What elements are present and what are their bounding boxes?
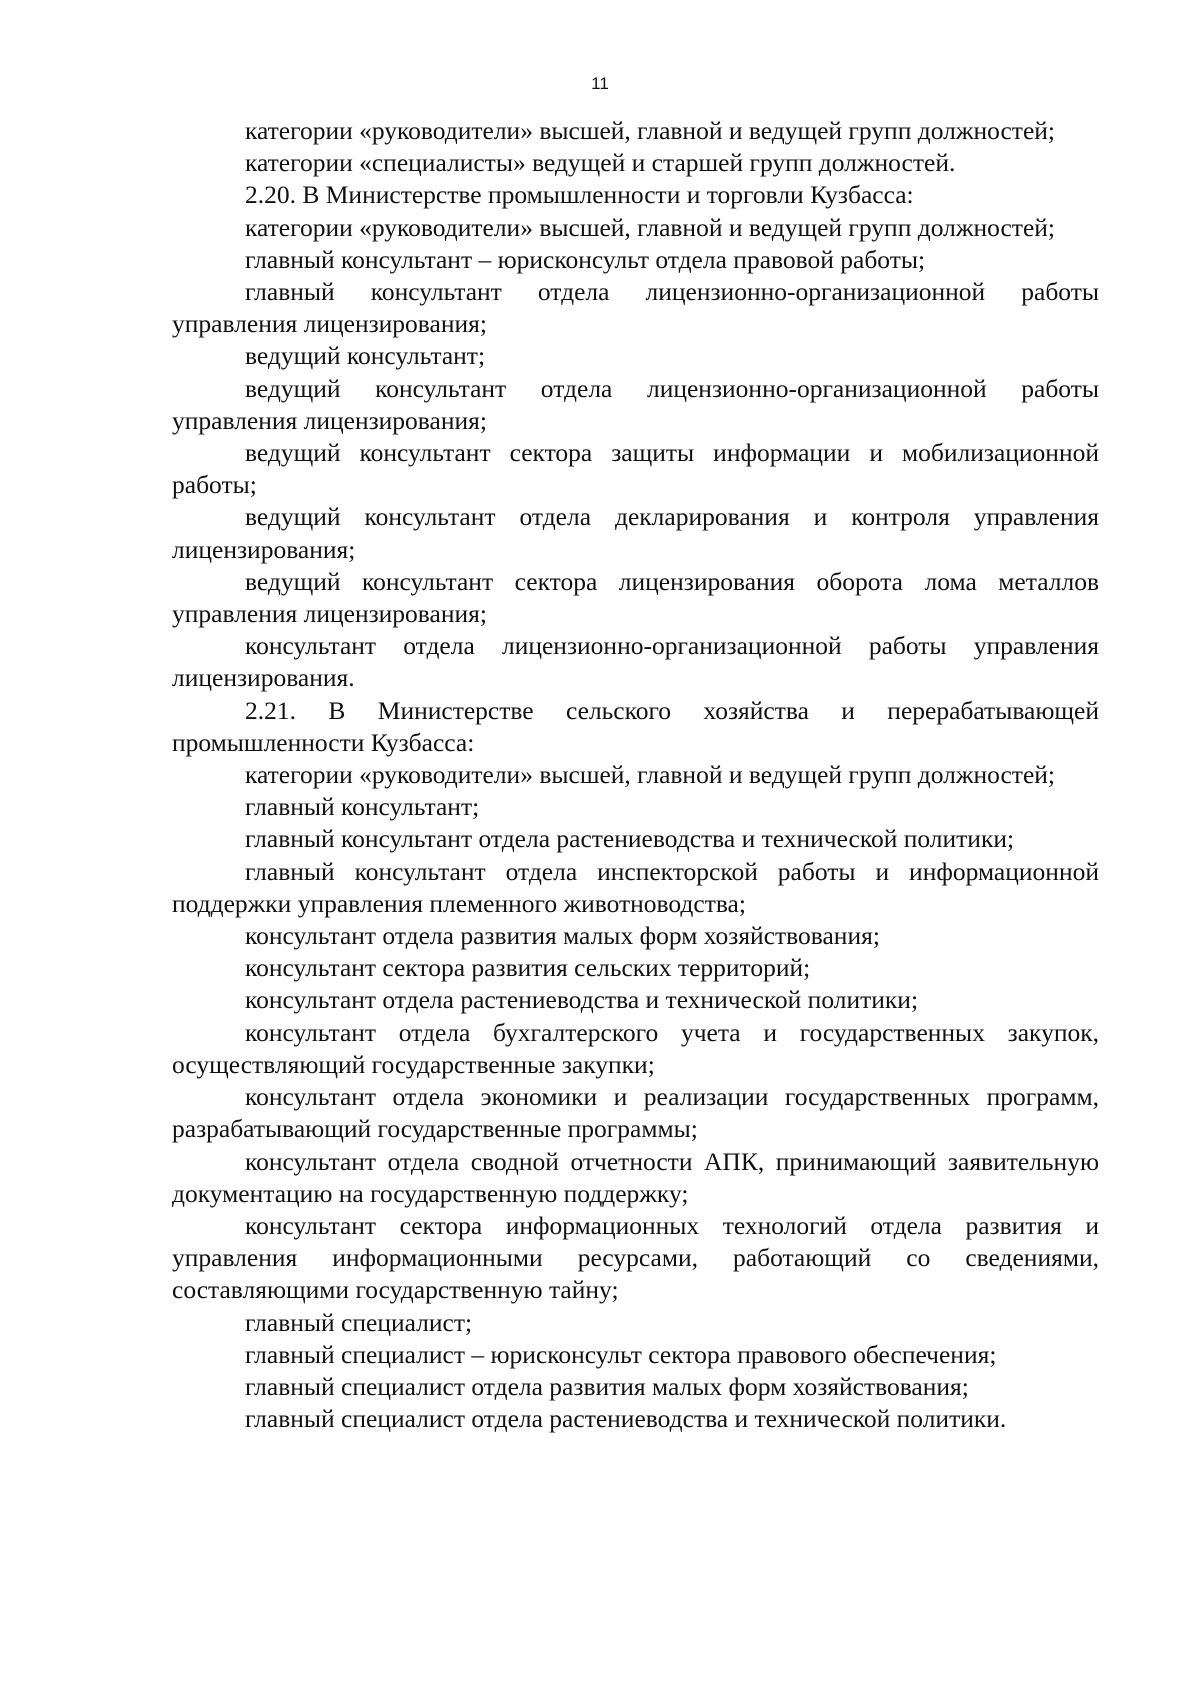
- paragraph: главный специалист отдела развития малых форм хозяйствования;: [245, 1371, 969, 1401]
- paragraph: главный специалист – юрисконсульт сектора правового обеспечения;: [245, 1339, 997, 1369]
- document-body: [172, 115, 1099, 1435]
- paragraph: категории «руководители» высшей, главной и ведущей групп должностей;: [245, 116, 1055, 145]
- paragraph: главный консультант отдела инспекторской работы и информационной поддержки управления племенного животноводства;: [172, 856, 1099, 918]
- paragraph: категории «руководители» высшей, главной и ведущей групп должностей;: [245, 760, 1055, 790]
- paragraph: ведущий консультант;: [245, 341, 486, 371]
- paragraph: ведущий консультант отдела декларирования и контроля управления лицензирования;: [172, 502, 1099, 564]
- paragraph: главный консультант отдела растениеводства и технической политики;: [245, 824, 1015, 854]
- paragraph: главный консультант;: [245, 792, 480, 822]
- paragraph: главный специалист;: [245, 1307, 473, 1337]
- paragraph: ведущий консультант сектора защиты информации и мобилизационной работы;: [172, 438, 1099, 500]
- paragraph: ведущий консультант отдела лицензионно-организационной работы управления лицензирования;: [172, 373, 1099, 435]
- paragraph: консультант отдела развития малых форм хозяйствования;: [245, 921, 880, 951]
- section-heading: 2.20. В Министерстве промышленности и торговли Кузбасса:: [245, 180, 914, 210]
- paragraph: категории «руководители» высшей, главной и ведущей групп должностей;: [245, 212, 1055, 242]
- paragraph: консультант отдела сводной отчетности АПК, принимающий заявительную документацию на государственную поддержку;: [172, 1146, 1099, 1208]
- paragraph: ведущий консультант сектора лицензирования оборота лома металлов управления лицензирования;: [172, 566, 1099, 629]
- paragraph: консультант сектора информационных технологий отдела развития и управления информационными ресурсами, работающий со сведениями, составляющими государственную тайну;: [172, 1210, 1099, 1305]
- paragraph: консультант отдела бухгалтерского учета и государственных закупок, осуществляющий государственные закупки;: [172, 1017, 1099, 1079]
- page-number: 11: [591, 74, 609, 93]
- paragraph: главный специалист отдела растениеводства и технической политики.: [245, 1404, 1007, 1434]
- paragraph: консультант отдела экономики и реализации государственных программ, разрабатывающий государственные программы;: [172, 1082, 1099, 1144]
- paragraph: консультант отдела лицензионно-организационной работы управления лицензирования.: [172, 631, 1099, 693]
- paragraph: главный консультант отдела лицензионно-организационной работы управления лицензирования;: [172, 277, 1099, 339]
- paragraph: категории «специалисты» ведущей и старшей групп должностей.: [245, 148, 956, 178]
- paragraph: главный консультант – юрисконсульт отдела правовой работы;: [245, 244, 926, 274]
- paragraph: консультант сектора развития сельских территорий;: [245, 953, 811, 983]
- paragraph: консультант отдела растениеводства и технической политики;: [245, 985, 919, 1015]
- section-heading: 2.21. В Министерстве сельского хозяйства и перерабатывающей промышленности Кузбасса:: [172, 695, 1099, 757]
